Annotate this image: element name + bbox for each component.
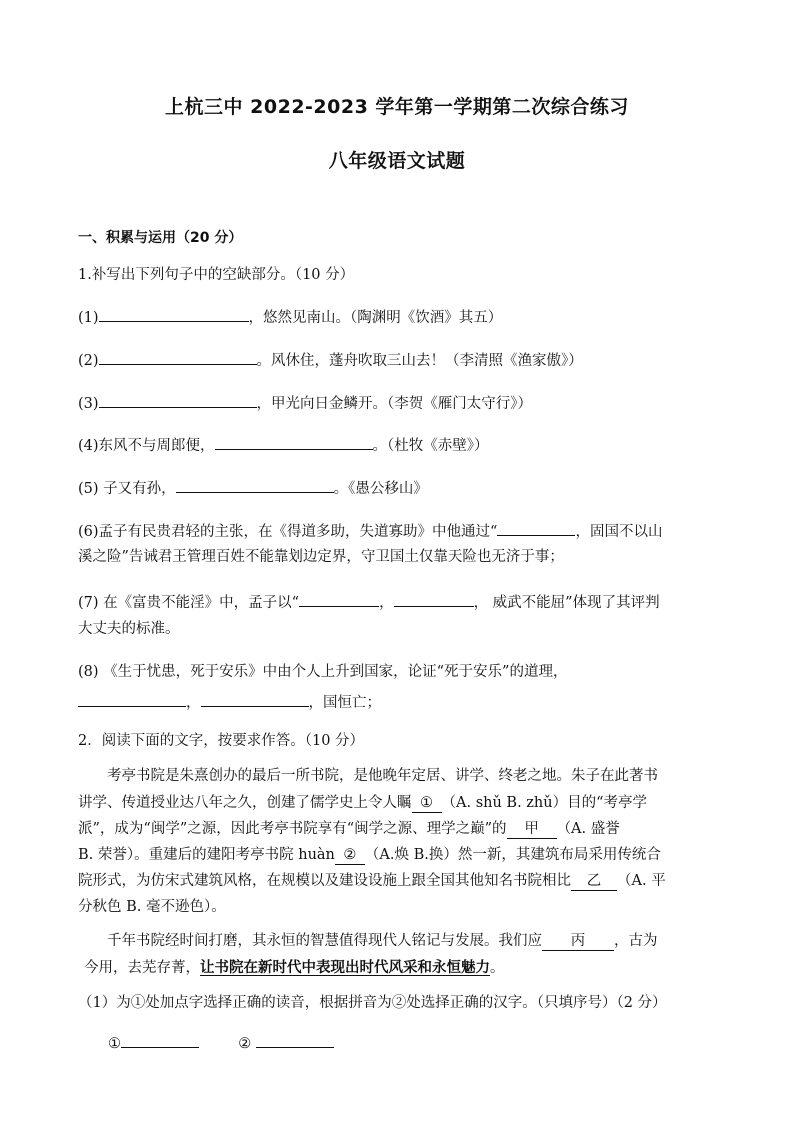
passage-blank: ① <box>412 794 442 813</box>
passage-blank: 甲 <box>507 820 557 839</box>
exam-title: 上杭三中 2022-2023 学年第一学期第二次综合练习 <box>165 96 629 118</box>
sub-question-1-prompt: （1）为①处加点字选择正确的读音，根据拼音为②处选择正确的汉字。（只填序号）（2 分） <box>78 995 667 1011</box>
passage-2-line-1: 千年书院经时间打磨，其永恒的智慧值得现代人铭记与发展。我们应 丙 ，古为 <box>107 933 658 949</box>
q1-item-6-line-1: (6)孟子有民贵君轻的主张，在《得道多助，失道寡助》中他通过“ ，固国不以山 <box>78 519 728 542</box>
q1-item-2: (2) 。风休住，蓬舟吹取三山去！（李清照《渔家傲》） <box>78 348 728 371</box>
section-heading: 一、积累与运用（20 分） <box>78 230 243 246</box>
answer-blank[interactable] <box>215 433 373 450</box>
answer-blank[interactable] <box>99 391 257 408</box>
passage-blank: 乙 <box>571 872 617 891</box>
answer-blank-1[interactable] <box>121 1031 199 1048</box>
answer-blank[interactable] <box>394 590 474 607</box>
answer-blank[interactable] <box>176 476 334 493</box>
exam-subtitle: 八年级语文试题 <box>328 150 466 172</box>
answer-blank[interactable] <box>99 305 249 322</box>
q1-item-6-line-2: 溪之险”告诫君王管理百姓不能靠划边定界，守卫国土仅靠天险也无济于事； <box>78 549 564 565</box>
passage-1-line-3: 派”，成为“闽学”之源，因此考亭书院享有“闽学之源、理学之巅”的 甲 （A. 盛誉 <box>78 821 620 837</box>
passage-1-line-1: 考亭书院是朱熹创办的最后一所书院，是他晚年定居、讲学、终老之地。朱子在此著书 <box>107 768 658 784</box>
question-2-prompt: 2．阅读下面的文字，按要求作答。（10 分） <box>78 733 365 749</box>
passage-1-line-6: 分秋色 B. 毫不逊色）。 <box>78 899 226 915</box>
passage-blank: 丙 <box>542 932 614 951</box>
question-1-prompt: 1.补写出下列句子中的空缺部分。（10 分） <box>78 267 355 283</box>
answer-blank[interactable] <box>78 690 186 707</box>
passage-1-line-5: 院形式，为仿宋式建筑风格，在规模以及建设设施上跟全国其他知名书院相比 乙 （A. 平 <box>78 873 666 889</box>
passage-1-line-4: B. 荣誉）。重建后的建阳考亭书院 huàn ② （A.焕 B.换）然一新，其建筑布局采用传统合 <box>78 847 661 863</box>
q1-item-7-line-2: 大丈夫的标准。 <box>78 621 180 637</box>
q1-item-8-line-2: ， ，国恒亡； <box>78 690 728 713</box>
answer-blank[interactable] <box>497 519 575 536</box>
q1-item-8-line-1: (8) 《生于忧患，死于安乐》中由个人上升到国家，论证“死于安乐”的道理， <box>78 664 568 680</box>
q1-item-5: (5) 子又有孙， 。《愚公移山》 <box>78 476 728 499</box>
q1-item-1: (1) ，悠然见南山。（陶渊明《饮酒》其五） <box>78 305 728 328</box>
q1-item-3: (3) ，甲光向日金鳞开。（李贺《雁门太守行》） <box>78 391 728 414</box>
passage-blank: ② <box>335 846 365 865</box>
passage-2-line-2: 今用，去芜存菁，让书院在新时代中表现出时代风采和永恒魅力。 <box>84 960 505 976</box>
answer-blank[interactable] <box>299 590 379 607</box>
answer-blank[interactable] <box>99 348 257 365</box>
answer-blank-2[interactable] <box>256 1031 334 1048</box>
q1-item-7-line-1: (7) 在《富贵不能淫》中，孟子以“ ， ， 威武不能屈”体现了其评判 <box>78 590 728 613</box>
emphasized-sentence: 让书院在新时代中表现出时代风采和永恒魅力 <box>200 960 490 976</box>
sub-question-1-answers: ① ② <box>108 1031 758 1054</box>
q1-item-4: (4)东风不与周郎便， 。（杜牧《赤壁》） <box>78 433 728 456</box>
answer-blank[interactable] <box>201 690 309 707</box>
passage-1-line-2: 讲学、传道授业达八年之久，创建了儒学史上令人瞩 ① （A. shǔ B. zhǔ）目的“考亭学 <box>78 795 648 811</box>
